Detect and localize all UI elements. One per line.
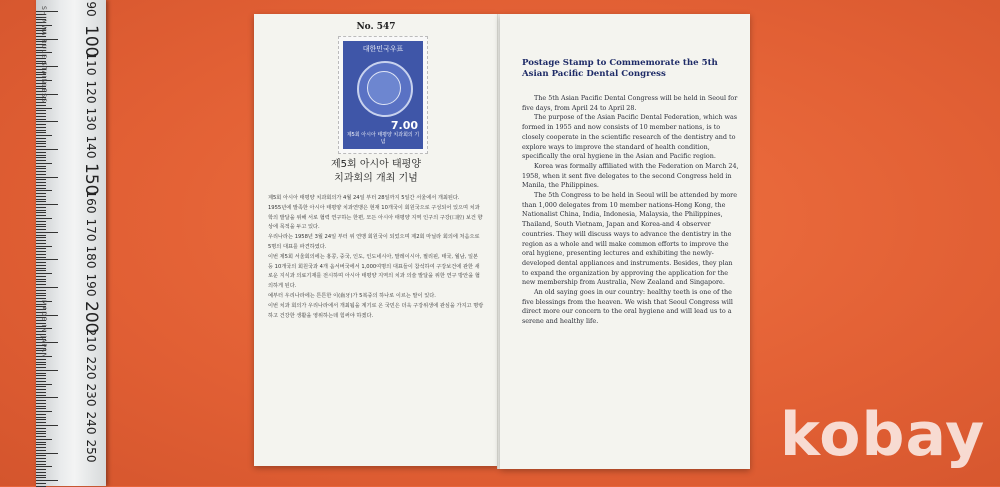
english-body xyxy=(522,94,740,327)
korean-title-line2: 치과회의 개최 기념 xyxy=(334,173,418,184)
ruler-tick xyxy=(36,174,46,175)
ruler-tick xyxy=(36,152,46,153)
ruler-number: 250 xyxy=(84,439,98,463)
ruler-tick xyxy=(36,384,52,385)
ruler-number: 90 xyxy=(84,1,98,17)
ruler-tick xyxy=(36,378,46,379)
stamp-inner-globe xyxy=(367,71,401,105)
ruler-tick xyxy=(36,229,46,230)
ruler-tick xyxy=(36,190,52,191)
korean-title-line1: 제5회 아시아 태평양 xyxy=(331,159,421,170)
ruler-tick xyxy=(36,373,46,374)
ruler-tick xyxy=(36,185,46,186)
left-page xyxy=(254,14,498,466)
ruler-tick xyxy=(36,406,46,407)
korean-paragraph: 이번 제5회 서울회의에는 홍콩, 중국, 인도, 인도네시아, 말레이시아, 필리핀, 태국, 월남, 일본 등 10개국의 회원국과 4개 옵서버국에서 1,000여명의 대표들이 참석하여 구강보건에 관한 새로운 지식과 의료기재를 전시하며 아시아 태평양 지역의 치과 의술 발달을 위한 연구 방안을 협의하게 된다. xyxy=(268,253,480,290)
ruler-number: 130 xyxy=(84,107,98,131)
ruler-number: 170 xyxy=(84,218,98,242)
stamp-country-text: 대한민국우표 xyxy=(362,45,404,53)
ruler-tick xyxy=(36,397,58,398)
ruler-tick xyxy=(36,226,46,227)
ruler-number: 230 xyxy=(84,383,98,407)
ruler-tick xyxy=(36,480,58,481)
postage-stamp xyxy=(338,36,428,154)
ruler-tick xyxy=(36,116,46,117)
ruler-tick xyxy=(36,295,46,296)
ruler-tick xyxy=(36,284,46,285)
korean-title xyxy=(254,158,498,186)
ruler xyxy=(36,0,106,486)
stamp-face xyxy=(343,41,423,149)
ruler-tick xyxy=(36,121,58,122)
ruler-tick xyxy=(36,270,46,271)
korean-paragraph: 제5회 아시아 태평양 치과회의가 4월 24일 부터 28일까지 5일간 서울에서 개최된다. xyxy=(268,195,460,201)
ruler-tick xyxy=(36,273,52,274)
ruler-tick xyxy=(36,240,46,241)
ruler-tick xyxy=(36,411,52,412)
ruler-tick xyxy=(36,135,52,136)
ruler-tick xyxy=(36,392,46,393)
ruler-tick xyxy=(36,433,46,434)
ruler-tick xyxy=(36,262,46,263)
ruler-tick xyxy=(36,450,46,451)
ruler-tick xyxy=(36,453,58,454)
ruler-tick xyxy=(36,259,58,260)
ruler-tick xyxy=(36,364,46,365)
ruler-number: 210 xyxy=(84,328,98,352)
ruler-tick xyxy=(36,417,46,418)
ruler-tick xyxy=(36,290,46,291)
ruler-tick xyxy=(36,276,46,277)
ruler-tick xyxy=(36,439,52,440)
ruler-tick xyxy=(36,472,46,473)
english-paragraph: The 5th Congress to be held in Seoul will be attended by more than 1,000 delegates from 10 member nations-Hong Kong, the Nationalist China, India, Indonesia, Malaysia, the Philippines, Thailand, South Vietnam, Japan and Korea-and 4 observer countries. They will discuss ways to advance the dentistry in the region as a whole and will make common efforts to improve the oral hygiene, presenting lectures and exhibiting the newly-developed dental appliances and instruments. Besides, they plan to expand the organization by approving the application for the new membership from Australia, New Zealand and Singapore. xyxy=(522,191,738,287)
korean-body xyxy=(268,194,484,321)
stamp-caption: 제5회 아시아 태평양 치과회의 기념 xyxy=(346,132,420,145)
ruler-tick xyxy=(36,179,46,180)
ruler-tick xyxy=(36,163,52,164)
ruler-tick xyxy=(36,455,46,456)
ruler-tick xyxy=(36,414,46,415)
ruler-number: 240 xyxy=(84,411,98,435)
ruler-tick xyxy=(36,477,46,478)
korean-paragraph: 1955년에 발족한 아시아 태평양 치과연맹은 현재 10개국이 회원국으로 구성되어 있으며 치과학의 발달을 위해 서로 협력 연구하는 한편, 모든 아시아 태평양 지역 인구의 구강(口腔) 보건 향상에 목적을 두고 있다. xyxy=(268,204,483,231)
ruler-tick xyxy=(36,367,46,368)
ruler-tick xyxy=(36,447,46,448)
english-paragraph: An old saying goes in our country: healthy teeth is one of the five blessings from the heaven. We wish that Seoul Congress will direct more our concern to the oral hygiene and will lead us to a serene and healthy life. xyxy=(522,288,733,326)
ruler-number: 120 xyxy=(84,80,98,104)
ruler-tick xyxy=(36,375,46,376)
ruler-tick xyxy=(36,293,46,294)
ruler-tick xyxy=(36,362,46,363)
korean-paragraph: 이번 치과 회의가 우리나라에서 개최됨을 계기로 온 국민은 더욱 구강위생에 관심을 가지고 명랑하고 건강한 생활을 영위하는데 힘써야 하겠다. xyxy=(268,302,484,319)
english-paragraph: The purpose of the Asian Pacific Dental Federation, which was formed in 1955 and now consists of 10 member nations, is to closely cooperate in the scientific research of the dentistry and to explore ways to improve the standard of health condition, specifically the oral hygiene in the Asian and Pacific region. xyxy=(522,113,738,161)
ruler-number: 140 xyxy=(84,135,98,159)
ruler-tick xyxy=(36,171,46,172)
ruler-tick xyxy=(36,298,46,299)
ruler-tick xyxy=(36,287,58,288)
ruler-tick xyxy=(36,224,46,225)
ruler-tick xyxy=(36,464,46,465)
ruler-tick xyxy=(36,254,46,255)
ruler-tick xyxy=(36,425,58,426)
english-title: Postage Stamp to Commemorate the 5th Asian Pacific Dental Congress xyxy=(522,58,718,79)
ruler-tick xyxy=(36,207,46,208)
english-paragraph: The 5th Asian Pacific Dental Congress will be held in Seoul for five days, from April 24 to April 28. xyxy=(522,94,738,112)
ruler-tick xyxy=(36,127,46,128)
ruler-tick xyxy=(36,428,46,429)
ruler-tick xyxy=(36,469,46,470)
right-page xyxy=(500,14,750,469)
ruler-tick xyxy=(36,212,46,213)
ruler-tick xyxy=(36,389,46,390)
stamp-value: 7.00 xyxy=(390,119,418,132)
ruler-tick xyxy=(36,419,46,420)
english-paragraph: Korea was formally affiliated with the Federation on March 24, 1958, when it sent five delegates to the second Congress held in Manila, the Philippines. xyxy=(522,161,739,190)
ruler-tick xyxy=(36,188,46,189)
ruler-number: 150 xyxy=(81,162,101,196)
ruler-tick xyxy=(36,436,46,437)
ruler-tick xyxy=(36,458,46,459)
ruler-tick xyxy=(36,138,46,139)
ruler-tick xyxy=(36,177,58,178)
ruler-tick xyxy=(36,221,46,222)
ruler-tick xyxy=(36,403,46,404)
ruler-tick xyxy=(36,422,46,423)
ruler-tick xyxy=(36,359,46,360)
ruler-tick xyxy=(36,400,46,401)
ruler-tick xyxy=(36,268,46,269)
ruler-tick xyxy=(36,431,46,432)
ruler-origin-text: MADE IN JAPAN xyxy=(40,300,47,359)
ruler-tick xyxy=(36,113,46,114)
ruler-tick xyxy=(36,124,46,125)
ruler-tick xyxy=(36,381,46,382)
ruler-tick xyxy=(36,155,46,156)
ruler-tick xyxy=(36,166,46,167)
ruler-number: 200 xyxy=(81,300,101,334)
ruler-tick xyxy=(36,279,46,280)
ruler-tick xyxy=(36,146,46,147)
ruler-tick xyxy=(36,110,46,111)
ruler-tick xyxy=(36,215,46,216)
ruler-tick xyxy=(36,168,46,169)
ruler-tick xyxy=(36,386,46,387)
ruler-tick xyxy=(36,204,58,205)
ruler-tick xyxy=(36,235,46,236)
ruler-tick xyxy=(36,149,58,150)
ruler-tick xyxy=(36,246,52,247)
ruler-tick xyxy=(36,461,46,462)
ruler-tick xyxy=(36,130,46,131)
ruler-tick xyxy=(36,483,46,484)
ruler-tick xyxy=(36,370,58,371)
ruler-tick xyxy=(36,218,52,219)
ruler-tick xyxy=(36,210,46,211)
kobay-watermark: kobay xyxy=(780,400,986,470)
ruler-tick xyxy=(36,141,46,142)
ruler-tick xyxy=(36,243,46,244)
ruler-tick xyxy=(36,196,46,197)
ruler-tick xyxy=(36,160,46,161)
ruler-tick xyxy=(36,237,46,238)
ruler-tick xyxy=(36,108,52,109)
ruler-tick xyxy=(36,442,46,443)
ruler-tick xyxy=(36,395,46,396)
ruler-number: 160 xyxy=(84,190,98,214)
ruler-number: 220 xyxy=(84,356,98,380)
ruler-tick xyxy=(36,444,46,445)
ruler-tick xyxy=(36,132,46,133)
ruler-brand-text: SHINWA RULE STAINLESS xyxy=(40,6,47,103)
ruler-tick xyxy=(36,232,58,233)
ruler-number: 100 xyxy=(81,24,101,58)
ruler-number: 180 xyxy=(84,245,98,269)
ruler-tick xyxy=(36,193,46,194)
ruler-tick xyxy=(36,408,46,409)
ruler-tick xyxy=(36,251,46,252)
ruler-tick xyxy=(36,265,46,266)
ruler-tick xyxy=(36,143,46,144)
ruler-tick xyxy=(36,182,46,183)
ruler-tick xyxy=(36,281,46,282)
catalog-number: No. 547 xyxy=(356,22,396,32)
ruler-tick xyxy=(36,157,46,158)
ruler-tick xyxy=(36,248,46,249)
ruler-tick xyxy=(36,119,46,120)
ruler-tick xyxy=(36,475,46,476)
ruler-tick xyxy=(36,201,46,202)
korean-paragraph: 예부터 우리나라에는 튼튼한 이(齒牙)가 5복중의 하나로 이르는 말이 있다. xyxy=(268,292,436,299)
ruler-number: 110 xyxy=(84,52,98,76)
ruler-tick xyxy=(36,466,52,467)
korean-paragraph: 우리나라는 1958년 3월 24일 부터 위 연맹 회원국이 되었으며 제2회 마닐라 회의에 처음으로 5명의 대표를 파견하였다. xyxy=(268,234,480,250)
ruler-tick xyxy=(36,105,46,106)
ruler-tick xyxy=(36,199,46,200)
ruler-tick xyxy=(36,257,46,258)
ruler-number: 190 xyxy=(84,273,98,297)
